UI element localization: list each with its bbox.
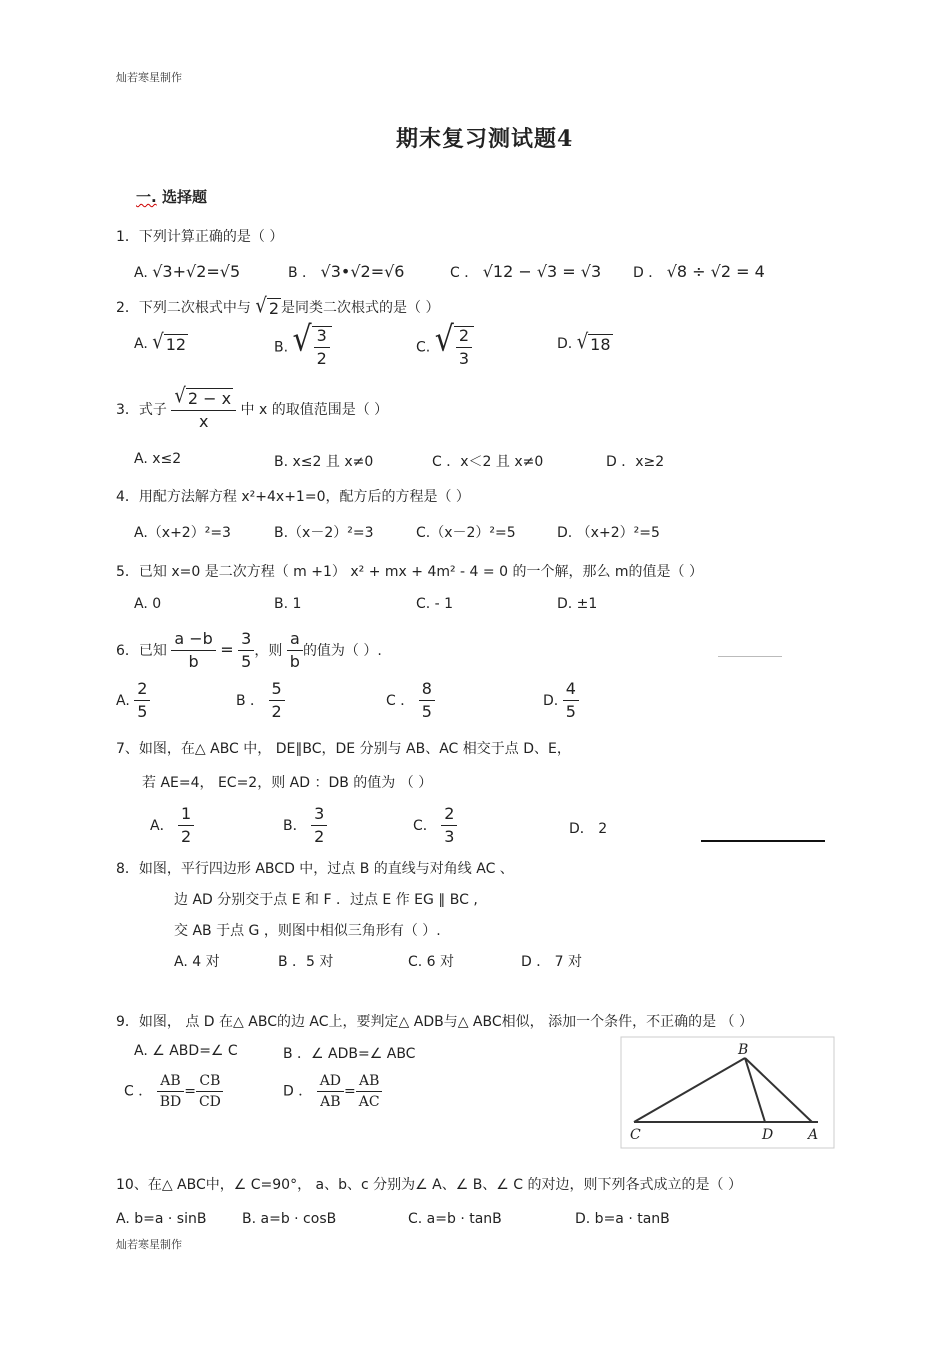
figure-fragment-faint-line xyxy=(718,656,782,657)
q8-line-1: 8．如图，平行四边形 ABCD 中，过点 B 的直线与对角线 AC 、 xyxy=(116,861,514,877)
q6-option-d: D. $\frac{4}{5}$ xyxy=(543,680,579,722)
q5-option-a: A. 0 xyxy=(134,596,162,612)
q4-option-d: D. （x+2）²=5 xyxy=(557,525,660,541)
q6-option-b: B ． $\frac{5}{2}$ xyxy=(236,680,285,722)
page-footer: 灿若寒星制作 xyxy=(116,1238,182,1251)
label-c: C xyxy=(630,1127,641,1143)
q4-stem: 4．用配方法解方程 x²+4x+1=0，配方后的方程是（ ） xyxy=(116,489,470,505)
section-heading xyxy=(136,186,207,207)
q4-option-c: C.（x－2）²=5 xyxy=(416,525,516,541)
q9-stem: 9．如图， 点 D 在△ ABC的边 AC上，要判定△ ADB与△ ABC相似， 添加一个条件，不正确的是 （ ） xyxy=(116,1014,753,1030)
q8-option-b: B ．5 对 xyxy=(278,954,334,970)
label-b: B xyxy=(738,1042,749,1058)
q10-option-a: A. b=a · sinB xyxy=(116,1211,207,1227)
q6-option-c: C ． $\frac{8}{5}$ xyxy=(386,680,435,722)
q6-stem: 6．已知 $\frac{a -b}{b}$ = $\frac{3}{5}$ ，则 $\frac{a}{b}$ 的值为（ ）. xyxy=(116,629,382,672)
q4-option-a: A.（x+2）²=3 xyxy=(134,525,231,541)
q2-option-b: B. √ $\frac{3}{2}$ xyxy=(274,326,332,369)
q2-option-a: A. √ 12 xyxy=(134,330,187,355)
label-a: A xyxy=(808,1127,819,1143)
triangle-figure xyxy=(620,1036,836,1150)
q10-option-c: C. a=b · tanB xyxy=(408,1211,502,1227)
q8-option-d: D ． 7 对 xyxy=(521,954,583,970)
segment-cb xyxy=(634,1058,745,1122)
q8-line-2: 边 AD 分别交于点 E 和 F ．过点 E 作 EG ∥ BC , xyxy=(174,892,478,908)
q5-option-d: D. ±1 xyxy=(557,596,598,612)
q10-option-b: B. a=b · cosB xyxy=(242,1211,337,1227)
q4-option-b: B.（x－2）²=3 xyxy=(274,525,374,541)
section-number: 一. xyxy=(136,188,157,206)
q3-option-a: A. x≤2 xyxy=(134,451,182,467)
q9-option-b: B ．∠ ADB=∠ ABC xyxy=(283,1046,416,1062)
section-label: 选择题 xyxy=(161,188,207,206)
label-d: D xyxy=(762,1127,774,1143)
q5-option-b: B. 1 xyxy=(274,596,302,612)
q7-option-b: B． $\frac{3}{2}$ xyxy=(283,805,327,847)
page-header: 灿若寒星制作 xyxy=(116,71,182,84)
q3-option-c: C ．x＜2 且 x≠0 xyxy=(432,454,544,470)
q1-stem: 1．下列计算正确的是（ ） xyxy=(116,229,284,245)
q10-stem: 10、在△ ABC中，∠ C=90°， a、b、c 分别为∠ A、∠ B、∠ C 的对边，则下列各式成立的是（ ） xyxy=(116,1177,742,1193)
q3-option-b: B. x≤2 且 x≠0 xyxy=(274,454,374,470)
figure-frame xyxy=(621,1037,834,1148)
q3-stem: 3．式子 √ 2 − x x 中 x 的取值范围是（ ） xyxy=(116,384,389,432)
q9-option-a: A. ∠ ABD=∠ C xyxy=(134,1043,238,1059)
q1-option-c: C ． √12 − √3 = √3 xyxy=(450,262,602,281)
figure-fragment-line xyxy=(701,840,825,842)
q5-option-c: C. - 1 xyxy=(416,596,454,612)
q7-line-1: 7、如图，在△ ABC 中， DE∥BC，DE 分别与 AB、AC 相交于点 D、E， xyxy=(116,741,571,757)
q10-option-d: D. b=a · tanB xyxy=(575,1211,670,1227)
q8-option-a: A. 4 对 xyxy=(174,954,220,970)
q7-option-a: A． $\frac{1}{2}$ xyxy=(150,805,194,847)
q9-option-d: D ． $\frac{AD}{AB}$ = $\frac{AB}{AC}$ xyxy=(283,1073,383,1110)
q1-option-a: A. √3+√2=√5 xyxy=(134,262,241,281)
q1-option-b: B ． √3•√2=√6 xyxy=(288,262,405,281)
q8-line-3: 交 AB 于点 G ，则图中相似三角形有（ ）. xyxy=(174,923,441,939)
q3-option-d: D ．x≥2 xyxy=(606,454,665,470)
page-title: 期末复习测试题4 xyxy=(396,126,574,152)
q2-stem: 2．下列二次根式中与 √ 2 是同类二次根式的是（ ） xyxy=(116,294,440,319)
q7-option-c: C． $\frac{2}{3}$ xyxy=(413,805,457,847)
q5-stem: 5．已知 x=0 是二次方程（ m +1） x² + mx + 4m² - 4 = 0 的一个解，那么 m的值是（ ） xyxy=(116,564,703,580)
q7-option-d: D． 2 xyxy=(569,821,608,837)
q2-option-d: D. √ 18 xyxy=(557,330,611,355)
q2-radical: √ 2 xyxy=(255,294,280,319)
q8-option-c: C. 6 对 xyxy=(408,954,455,970)
q7-line-2: 若 AE=4， EC=2，则 AD ：DB 的值为 （ ） xyxy=(142,775,433,791)
q6-option-a: A. $\frac{2}{5}$ xyxy=(116,680,150,722)
q1-option-d: D ． √8 ÷ √2 = 4 xyxy=(633,262,765,281)
q2-option-c: C. √ $\frac{2}{3}$ xyxy=(416,326,474,369)
q9-option-c: C ． $\frac{AB}{BD}$ = $\frac{CB}{CD}$ xyxy=(124,1073,224,1110)
